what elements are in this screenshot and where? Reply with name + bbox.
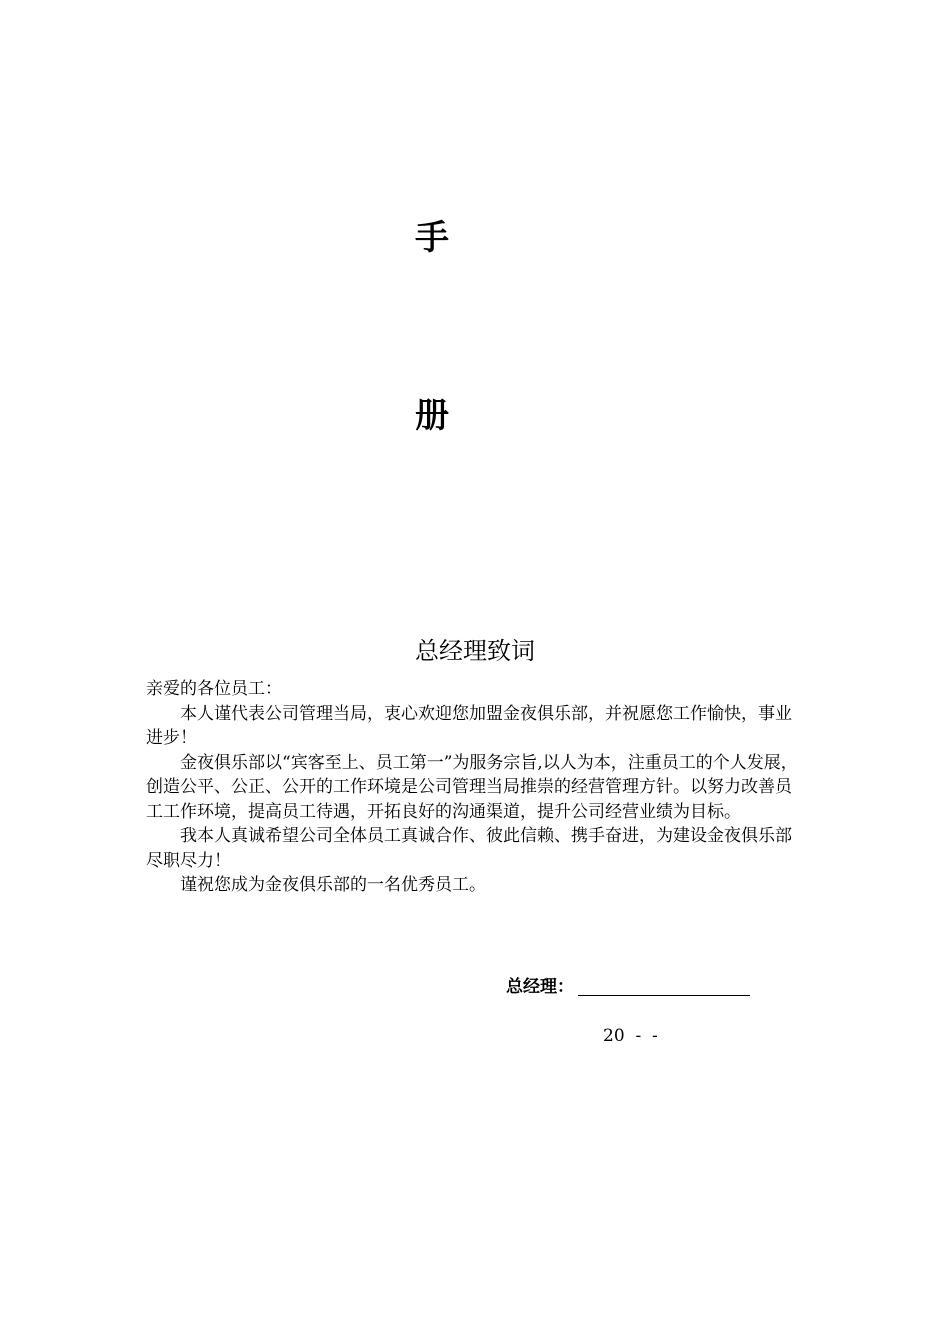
signature-label: 总经理： <box>506 977 574 997</box>
date-line: 20 - - <box>603 1026 658 1046</box>
paragraph-philosophy: 金夜俱乐部以“宾客至上、员工第一”为服务宗旨,以人为本，注重员工的个人发展，创造公平、公正、公开的工作环境是公司管理当局推崇的经营管理方针。以努力改善员工工作环境，提高员工待遇，开拓良好的沟通渠道，提升公司经营业绩为目标。 <box>146 752 798 822</box>
cover-title-char-1: 手 <box>415 218 449 258</box>
signature-line <box>578 979 750 996</box>
speech-body <box>146 677 798 898</box>
paragraph-welcome: 本人谨代表公司管理当局，衷心欢迎您加盟金夜俱乐部，并祝愿您工作愉快，事业进步！ <box>146 703 792 748</box>
speech-title: 总经理致词 <box>415 637 535 665</box>
salutation: 亲爱的各位员工： <box>146 679 282 699</box>
signature-block <box>506 975 750 999</box>
paragraph-hope: 我本人真诚希望公司全体员工真诚合作、彼此信赖、携手奋进，为建设金夜俱乐部尽职尽力！ <box>146 826 792 871</box>
cover-title-char-2: 册 <box>415 396 449 436</box>
paragraph-closing: 谨祝您成为金夜俱乐部的一名优秀员工。 <box>180 875 486 895</box>
